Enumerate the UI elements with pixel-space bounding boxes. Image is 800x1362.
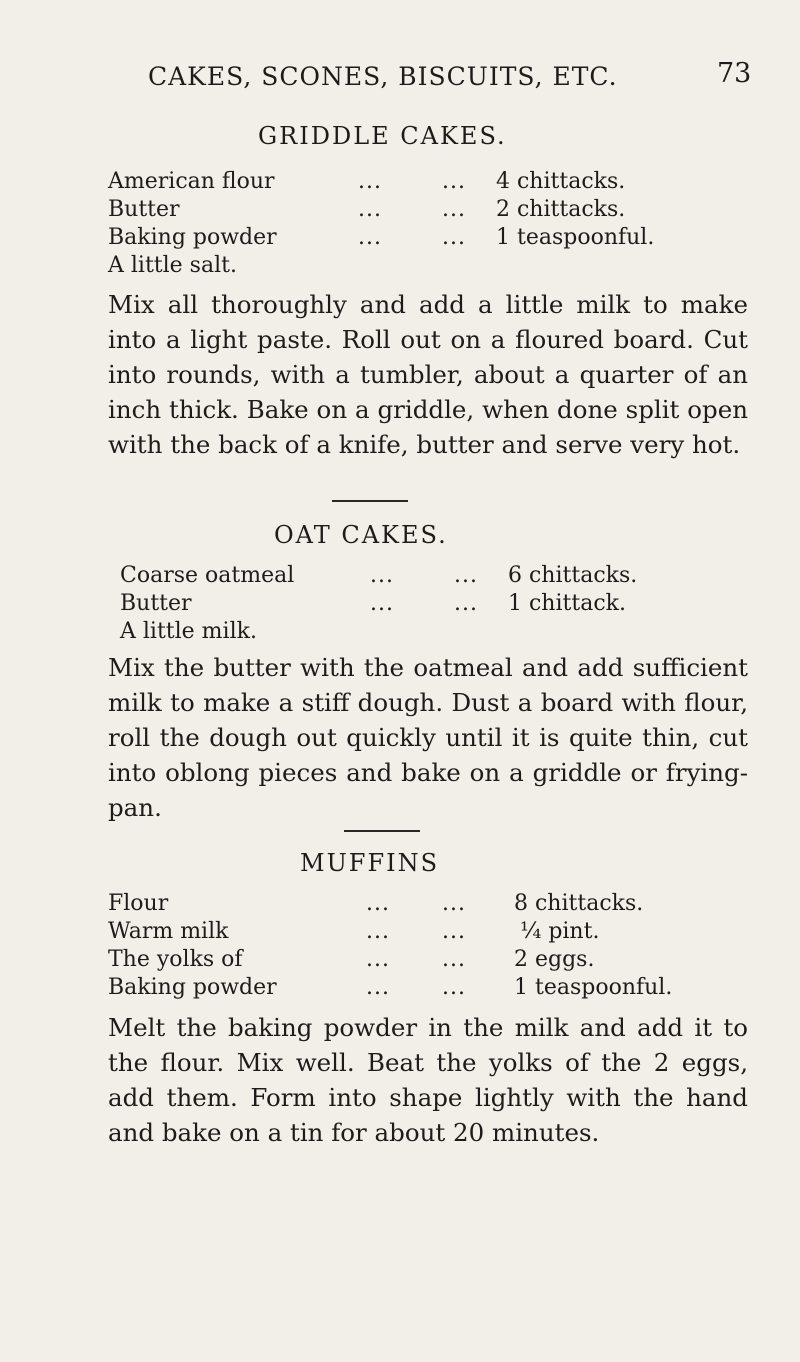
ingredient-row: [108, 918, 748, 946]
leader-dots: ...: [442, 891, 466, 916]
ingredient-quantity: 6 chittacks.: [508, 563, 638, 588]
leader-dots: ...: [442, 947, 466, 972]
ingredient-name: A little salt.: [108, 253, 237, 278]
leader-dots: ...: [358, 225, 382, 250]
recipe-title-muffins: MUFFINS: [300, 849, 440, 877]
ingredient-row: [108, 618, 748, 646]
ingredient-quantity: 2 chittacks.: [496, 197, 626, 222]
ingredient-name: Baking powder: [108, 225, 277, 250]
ingredient-quantity: 4 chittacks.: [496, 169, 626, 194]
recipe-title-griddle-cakes: GRIDDLE CAKES.: [258, 122, 507, 150]
ingredient-name: Butter: [108, 197, 180, 222]
leader-dots: ...: [366, 891, 390, 916]
ingredient-quantity: 1 teaspoonful.: [514, 975, 673, 1000]
leader-dots: ...: [366, 975, 390, 1000]
ingredient-name: Flour: [108, 891, 169, 916]
ingredient-name: Baking powder: [108, 975, 277, 1000]
leader-dots: ...: [442, 919, 466, 944]
running-head: CAKES, SCONES, BISCUITS, ETC.: [148, 62, 618, 91]
section-divider: [344, 830, 420, 832]
leader-dots: ...: [358, 197, 382, 222]
ingredient-list-oat-cakes: [108, 562, 748, 646]
ingredient-name: Coarse oatmeal: [120, 563, 295, 588]
ingredient-row: [108, 196, 748, 224]
ingredient-quantity: 8 chittacks.: [514, 891, 644, 916]
ingredient-name: American flour: [108, 169, 275, 194]
ingredient-quantity: ¼ pint.: [520, 919, 600, 944]
leader-dots: ...: [366, 919, 390, 944]
ingredient-row: [108, 890, 748, 918]
ingredient-list-griddle-cakes: [108, 168, 748, 280]
leader-dots: ...: [366, 947, 390, 972]
recipe-title-oat-cakes: OAT CAKES.: [274, 521, 448, 549]
ingredient-quantity: 2 eggs.: [514, 947, 595, 972]
ingredient-list-muffins: [108, 890, 748, 1002]
ingredient-row: [108, 168, 748, 196]
section-divider: [332, 500, 408, 502]
ingredient-row: [108, 252, 748, 280]
leader-dots: ...: [454, 591, 478, 616]
method-griddle-cakes: Mix all thoroughly and add a little milk to make into a light paste. Roll out on a floured board. Cut into rounds, with a tumbler, about a quarter of an inch thick. Bake on a griddle, when done split open with the back of a knife, butter and serve very hot.: [108, 290, 748, 459]
ingredient-row: [108, 946, 748, 974]
ingredient-row: [108, 974, 748, 1002]
leader-dots: ...: [442, 169, 466, 194]
ingredient-row: [108, 224, 748, 252]
leader-dots: ...: [442, 975, 466, 1000]
leader-dots: ...: [370, 591, 394, 616]
leader-dots: ...: [454, 563, 478, 588]
ingredient-name: Butter: [120, 591, 192, 616]
ingredient-quantity: 1 chittack.: [508, 591, 626, 616]
ingredient-name: Warm milk: [108, 919, 229, 944]
ingredient-name: A little milk.: [120, 619, 257, 644]
ingredient-row: [108, 562, 748, 590]
ingredient-name: The yolks of: [108, 947, 243, 972]
leader-dots: ...: [370, 563, 394, 588]
leader-dots: ...: [442, 225, 466, 250]
leader-dots: ...: [358, 169, 382, 194]
method-oat-cakes: Mix the butter with the oatmeal and add sufficient milk to make a stiff dough. Dust a board with flour, roll the dough out quickly until it is quite thin, cut into oblong pieces and bake on a griddle or frying-pan.: [108, 653, 748, 822]
method-muffins: Melt the baking powder in the milk and add it to the flour. Mix well. Beat the yolks of the 2 eggs, add them. Form into shape lightly with the hand and bake on a tin for about 20 minutes.: [108, 1013, 748, 1147]
ingredient-quantity: 1 teaspoonful.: [496, 225, 655, 250]
leader-dots: ...: [442, 197, 466, 222]
ingredient-row: [108, 590, 748, 618]
page-number: 73: [717, 58, 752, 89]
